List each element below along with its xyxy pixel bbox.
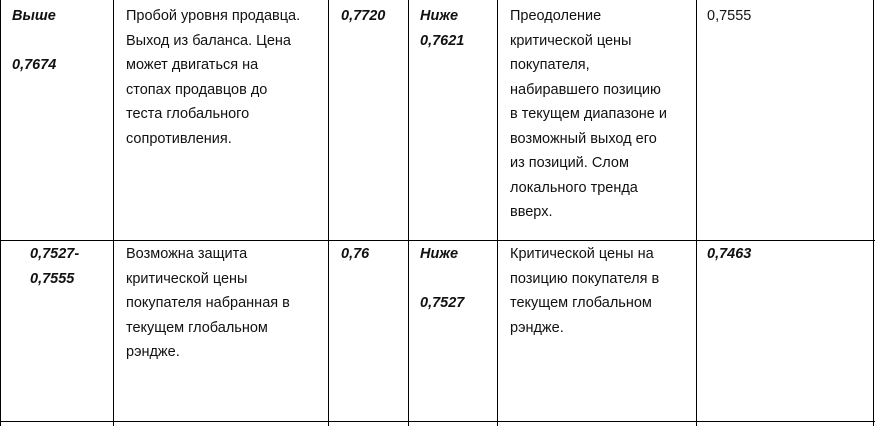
row2-description-line: покупателя набранная в xyxy=(126,295,290,311)
row2-alt-level-cell xyxy=(420,242,464,316)
row1-alt-target-value: 0,7555 xyxy=(707,8,752,24)
row2-alt-description-line: позицию покупателя в xyxy=(510,270,660,287)
row2-alt-value: 0,7527 xyxy=(420,295,465,311)
row1-description-cell xyxy=(126,4,300,151)
column-border xyxy=(113,0,114,426)
row1-target-value: 0,7720 xyxy=(341,8,386,24)
row2-alt-description-line: текущем глобальном xyxy=(510,295,652,311)
row1-alt-description-line: покупателя, xyxy=(510,57,590,73)
row2-level-cell xyxy=(30,242,79,291)
row2-alt-spacer xyxy=(420,267,464,292)
column-border xyxy=(873,0,874,426)
row1-description-line: Выход из баланса. Цена xyxy=(126,32,291,49)
row1-description-line: теста глобального xyxy=(126,106,250,122)
row2-description-line: текущем глобальном xyxy=(126,319,268,336)
row1-alt-level-cell xyxy=(420,4,464,53)
row1-level-value: 0,7674 xyxy=(12,57,57,73)
row2-alt-description-cell xyxy=(510,242,659,340)
row2-description-cell xyxy=(126,242,290,365)
row2-level-range-end: 0,7555 xyxy=(30,270,75,287)
row1-alt-description-cell xyxy=(510,4,667,225)
row1-alt-value: 0,7621 xyxy=(420,32,465,49)
row1-alt-description-line: Преодоление xyxy=(510,8,602,24)
row1-description-line: стопах продавцов до xyxy=(126,81,268,98)
row1-description-line: может двигаться на xyxy=(126,57,259,73)
row1-alt-description-line: вверх. xyxy=(510,204,553,220)
row1-alt-description-line: возможный выход его xyxy=(510,130,657,147)
row1-alt-description-line: из позиций. Слом xyxy=(510,155,629,171)
row1-level-cell xyxy=(12,4,56,78)
column-border xyxy=(408,0,409,426)
row1-alt-description-line: набиравшего позицию xyxy=(510,81,661,98)
column-border xyxy=(497,0,498,426)
row2-alt-direction: Ниже xyxy=(420,246,459,262)
row1-description-line: сопротивления. xyxy=(126,130,232,147)
row2-description-line: Возможна защита xyxy=(126,246,248,262)
row2-target-value: 0,76 xyxy=(341,246,370,262)
row2-alt-description-line: рэндже. xyxy=(510,319,564,336)
row2-level-range-start: 0,7527- xyxy=(30,246,80,262)
column-border xyxy=(0,0,1,426)
row1-alt-description-line: критической цены xyxy=(510,32,632,49)
column-border xyxy=(328,0,329,426)
row1-level-spacer xyxy=(12,29,56,54)
row2-description-line: критической цены xyxy=(126,270,248,287)
row2-alt-description-line: Критической цены на xyxy=(510,246,654,262)
row1-level-direction: Выше xyxy=(12,8,56,24)
row2-alt-target-value: 0,7463 xyxy=(707,246,752,262)
row2-description-line: рэндже. xyxy=(126,344,180,360)
row1-description-line: Пробой уровня продавца. xyxy=(126,8,301,24)
row1-alt-direction: Ниже xyxy=(420,8,459,24)
row1-alt-description-line: в текущем диапазоне и xyxy=(510,106,667,122)
column-border xyxy=(696,0,697,426)
row-divider xyxy=(0,240,875,241)
row1-alt-description-line: локального тренда xyxy=(510,179,638,196)
table-bottom-border xyxy=(0,421,875,422)
